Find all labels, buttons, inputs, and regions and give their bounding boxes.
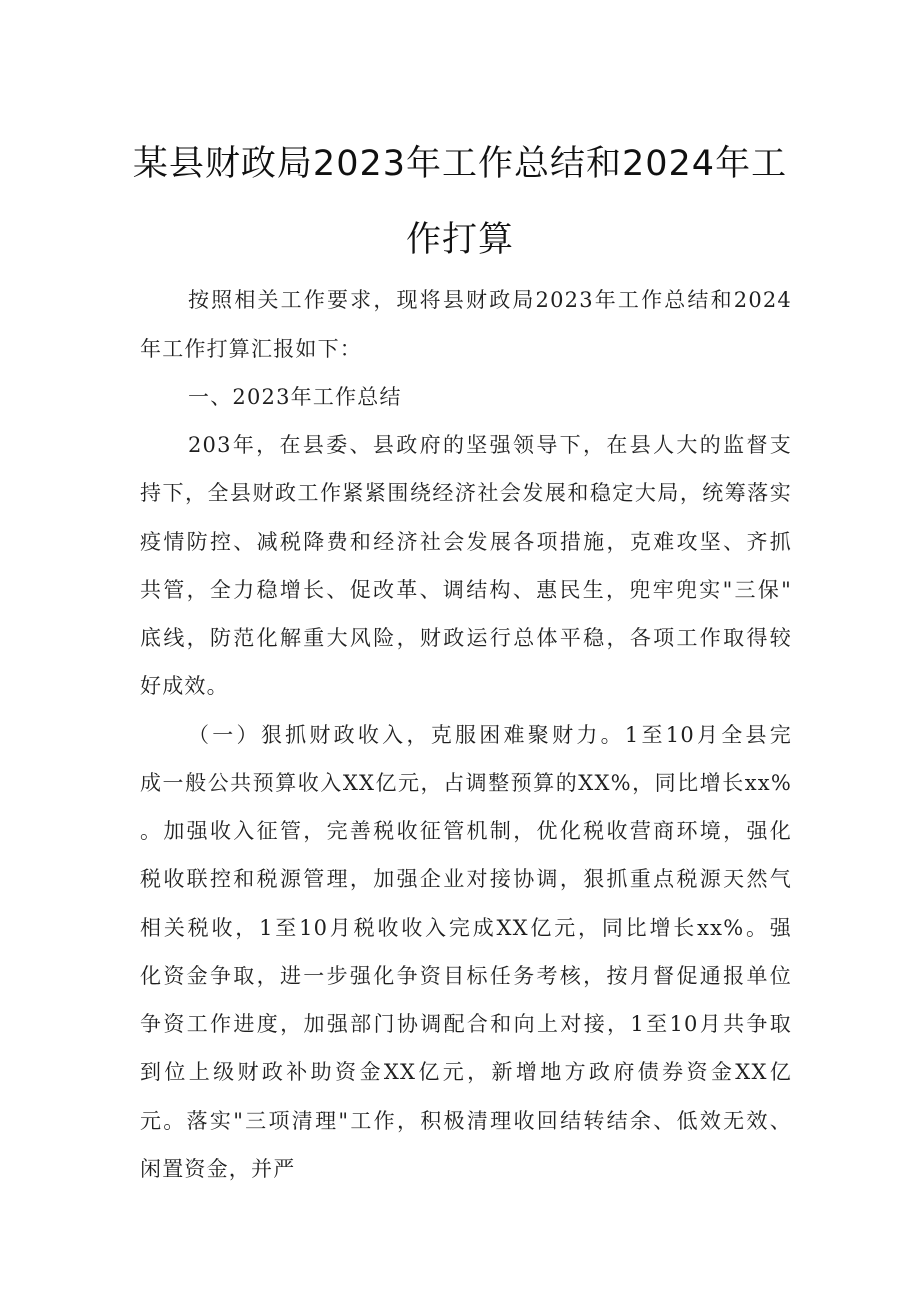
summary-line-2: 持下，全县财政工作紧紧围绕经济社会发展和稳定大局，统筹落实 bbox=[140, 481, 792, 505]
summary-line-5: 底线，防范化解重大风险，财政运行总体平稳，各项工作取得较 bbox=[140, 626, 792, 650]
intro-line-1: 按照相关工作要求，现将县财政局2023年工作总结和2024 bbox=[188, 288, 792, 312]
subsection-1-line-9: 元。落实"三项清理"工作，积极清理收回结转结余、低效无效、 bbox=[140, 1109, 792, 1133]
summary-line-1: 203年，在县委、县政府的坚强领导下，在县人大的监督支 bbox=[188, 433, 792, 457]
document-title-line-1: 某县财政局2023年工作总结和2024年工 bbox=[132, 144, 788, 184]
subsection-1-line-7: 争资工作进度，加强部门协调配合和向上对接，1至10月共争取 bbox=[140, 1012, 792, 1036]
subsection-1-line-4: 税收联控和税源管理，加强企业对接协调，狠抓重点税源天然气 bbox=[140, 867, 792, 891]
subsection-1-line-6: 化资金争取，进一步强化争资目标任务考核，按月督促通报单位 bbox=[140, 964, 792, 988]
subsection-1-line-10: 闲置资金，并严 bbox=[140, 1157, 296, 1181]
subsection-1-line-5: 相关税收，1至10月税收收入完成XX亿元，同比增长xx%。强 bbox=[140, 916, 792, 940]
subsection-1-line-2: 成一般公共预算收入XX亿元，占调整预算的XX%，同比增长xx% bbox=[140, 771, 792, 795]
summary-line-3: 疫情防控、减税降费和经济社会发展各项措施，克难攻坚、齐抓 bbox=[140, 530, 792, 554]
subsection-1-line-8: 到位上级财政补助资金XX亿元，新增地方政府债券资金XX亿 bbox=[140, 1060, 792, 1084]
section-heading-1: 一、2023年工作总结 bbox=[188, 385, 402, 409]
summary-line-4: 共管，全力稳增长、促改革、调结构、惠民生，兜牢兜实"三保" bbox=[140, 578, 792, 602]
subsection-1-line-1: （一）狠抓财政收入，克服困难聚财力。1至10月全县完 bbox=[188, 723, 792, 747]
intro-line-2: 年工作打算汇报如下： bbox=[140, 337, 362, 361]
summary-line-6: 好成效。 bbox=[140, 674, 229, 698]
document-title-line-2: 作打算 bbox=[405, 220, 514, 260]
subsection-1-line-3: 。加强收入征管，完善税收征管机制，优化税收营商环境，强化 bbox=[140, 819, 792, 843]
